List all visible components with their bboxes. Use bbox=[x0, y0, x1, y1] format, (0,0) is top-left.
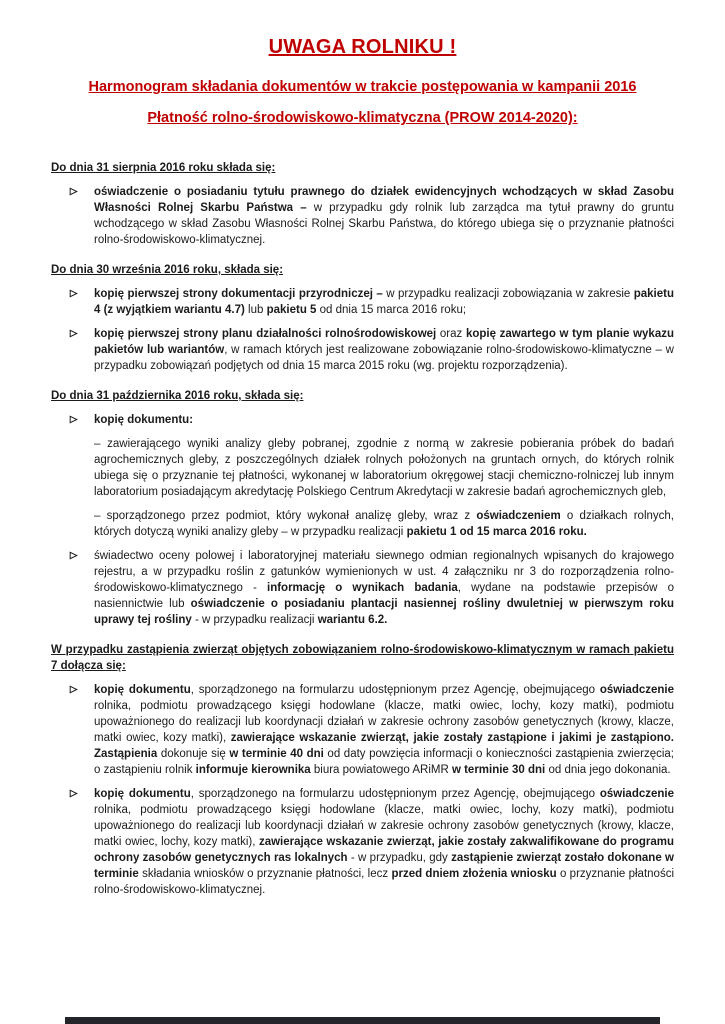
heading-text: Do dnia 30 września 2016 roku, składa się: bbox=[51, 264, 284, 276]
heading-text: Do dnia 31 sierpnia 2016 roku składa się: bbox=[51, 162, 276, 174]
paragraph-text: kopię dokumentu: bbox=[94, 414, 194, 426]
arrow-bullet-icon bbox=[69, 415, 78, 424]
paragraph-text: – zawierającego wyniki analizy gleby pobranej, zgodnie z normą w zakresie pobierania próbek do badań agrochemicznych gleby, z poszczególnych działek rolnych położonych na gruntach ornych, do których rolnik ubiega się o przyznanie tej płatności, wykonanej w laboratorium okręgowej stacji chemiczno-rolniczej lub innym laboratorium posiadającym akredytację Polskiego Centrum Akredytacji w zakresie badań agrochemicznych gleb, bbox=[94, 438, 674, 498]
subtitle-harmonogram: Harmonogram składania dokumentów w trakcie postępowania w kampanii 2016 bbox=[88, 79, 637, 95]
arrow-bullet-icon bbox=[69, 789, 78, 798]
section-heading bbox=[51, 388, 674, 404]
paragraph-text: kopię pierwszej strony planu działalności rolnośrodowiskowej oraz kopię zawartego w tym planie wykazu pakietów lub wariantów, w ramach których jest realizowane zobowiązanie rolno-środowiskowo-klimatyczne – w przypadku zobowiązań podjętych od dnia 15 marca 2015 roku (wg. projektu rozporządzenia). bbox=[94, 328, 674, 372]
bullet-item bbox=[51, 682, 674, 778]
paragraph-text: – sporządzonego przez podmiot, który wykonał analizę gleby, wraz z oświadczeniem o działkach rolnych, których dotyczą wyniki analizy gleby – w przypadku realizacji pakietu 1 od 15 marca 2016 roku. bbox=[94, 510, 674, 538]
paragraph-text: oświadczenie o posiadaniu tytułu prawnego do działek ewidencyjnych wchodzących w skład Zasobu Własności Rolnej Skarbu Państwa – w przypadku gdy rolnik lub zarządca ma tytuł prawny do gruntu wchodzącego w skład Zasobu Własności Rolnej Skarbu Państwa, do którego ubiega się o przyznanie płatności rolno-środowiskowo-klimatycznej. bbox=[94, 186, 674, 246]
section-heading bbox=[51, 642, 674, 674]
bullet-item bbox=[51, 184, 674, 248]
paragraph-text: świadectwo oceny polowej i laboratoryjnej materiału siewnego odmian regionalnych wpisanych do krajowego rejestru, a w przypadku roślin z gatunków wymienionych w ust. 4 załączniku nr 3 do rozporządzenia rolno-środowiskowo-klimatycznego - informację o wynikach badania, wydane na podstawie przepisów o nasiennictwie lub oświadczenie o posiadaniu plantacji nasiennej rośliny dwuletniej w pierwszym roku uprawy tej rośliny - w przypadku realizacji wariantu 6.2. bbox=[94, 550, 674, 626]
bottom-bar bbox=[65, 1017, 660, 1024]
arrow-bullet-icon bbox=[69, 551, 78, 560]
arrow-bullet-icon bbox=[69, 685, 78, 694]
heading-text: Do dnia 31 października 2016 roku, składa się: bbox=[51, 390, 304, 402]
bullet-item bbox=[51, 412, 674, 428]
section-heading bbox=[51, 160, 674, 176]
sub-paragraph bbox=[94, 436, 674, 500]
bullet-item bbox=[51, 786, 674, 898]
subtitle-platnosc: Płatność rolno-środowiskowo-klimatyczna (PROW 2014-2020): bbox=[147, 110, 578, 126]
arrow-bullet-icon bbox=[69, 329, 78, 338]
document-body bbox=[51, 160, 674, 898]
arrow-bullet-icon bbox=[69, 187, 78, 196]
sub-paragraph bbox=[94, 508, 674, 540]
bullet-item bbox=[51, 326, 674, 374]
paragraph-text: kopię dokumentu, sporządzonego na formularzu udostępnionym przez Agencję, obejmującego oświadczenie rolnika, podmiotu prowadzącego księgi hodowlane (klacze, matki owiec, lochy, kozy matki), podmiotu upoważnionego do realizacji lub koordynacji działań w zakresie ochrony zasobów genetycznych (krowy, klacze, matki owiec, lochy, kozy matki), zawierające wskazanie zwierząt, jakie zostały zakwalifikowane do programu ochrony zasobów genetycznych ras lokalnych - w przypadku, gdy zastąpienie zwierząt zostało dokonane w terminie składania wniosków o przyznanie płatności, lecz przed dniem złożenia wniosku o przyznanie płatności rolno-środowiskowo-klimatycznej. bbox=[94, 788, 674, 896]
paragraph-text: kopię pierwszej strony dokumentacji przyrodniczej – w przypadku realizacji zobowiązania w zakresie pakietu 4 (z wyjątkiem wariantu 4.7) lub pakietu 5 od dnia 15 marca 2016 roku; bbox=[94, 288, 674, 316]
bullet-item bbox=[51, 548, 674, 628]
page-title: UWAGA ROLNIKU ! bbox=[268, 36, 457, 58]
arrow-bullet-icon bbox=[69, 289, 78, 298]
paragraph-text: kopię dokumentu, sporządzonego na formularzu udostępnionym przez Agencję, obejmującego oświadczenie rolnika, podmiotu prowadzącego księgi hodowlane (klacze, matki owiec, lochy, kozy matki), podmiotu upoważnionego do realizacji lub koordynacji działań w zakresie ochrony zasobów genetycznych (krowy, klacze, matki owiec, kozy matki), zawierające wskazanie zwierząt, jakie zostały zastąpione i jakimi je zastąpiono. Zastąpienia dokonuje się w terminie 40 dni od daty powzięcia informacji o konieczności zastąpienia zwierzęcia; o zastąpieniu rolnik informuje kierownika biura powiatowego ARiMR w terminie 30 dni od dnia jego dokonania. bbox=[94, 684, 674, 776]
bullet-item bbox=[51, 286, 674, 318]
section-heading bbox=[51, 262, 674, 278]
heading-text: W przypadku zastąpienia zwierząt objętych zobowiązaniem rolno-środowiskowo-klimatycznym w ramach pakietu 7 dołącza się: bbox=[51, 644, 674, 672]
